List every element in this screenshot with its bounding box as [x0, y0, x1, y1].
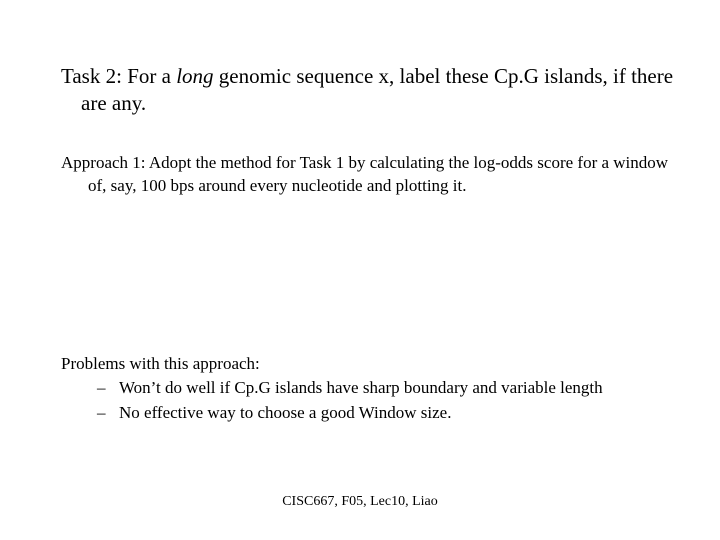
problem-item	[61, 401, 681, 424]
problems-list	[61, 376, 681, 424]
problem-item	[61, 376, 681, 399]
approach-paragraph: Approach 1: Adopt the method for Task 1 by calculating the log-odds score for a window of, say, 100 bps around every nucleotide and plotting it.	[61, 153, 669, 195]
task-prefix: Task 2: For a	[61, 64, 177, 88]
task-suffix: genomic sequence x, label these Cp.G islands, if there are any.	[81, 64, 674, 115]
problems-section	[61, 352, 681, 426]
bullet-dash: –	[97, 378, 106, 397]
problem-item-text: No effective way to choose a good Window size.	[119, 403, 452, 422]
problems-heading: Problems with this approach:	[61, 354, 260, 373]
task-statement	[61, 63, 681, 117]
task-emphasis: long	[176, 64, 214, 88]
problem-item-text: Won’t do well if Cp.G islands have sharp boundary and variable length	[119, 378, 603, 397]
bullet-dash: –	[97, 403, 106, 422]
slide-footer: CISC667, F05, Lec10, Liao	[282, 494, 438, 509]
